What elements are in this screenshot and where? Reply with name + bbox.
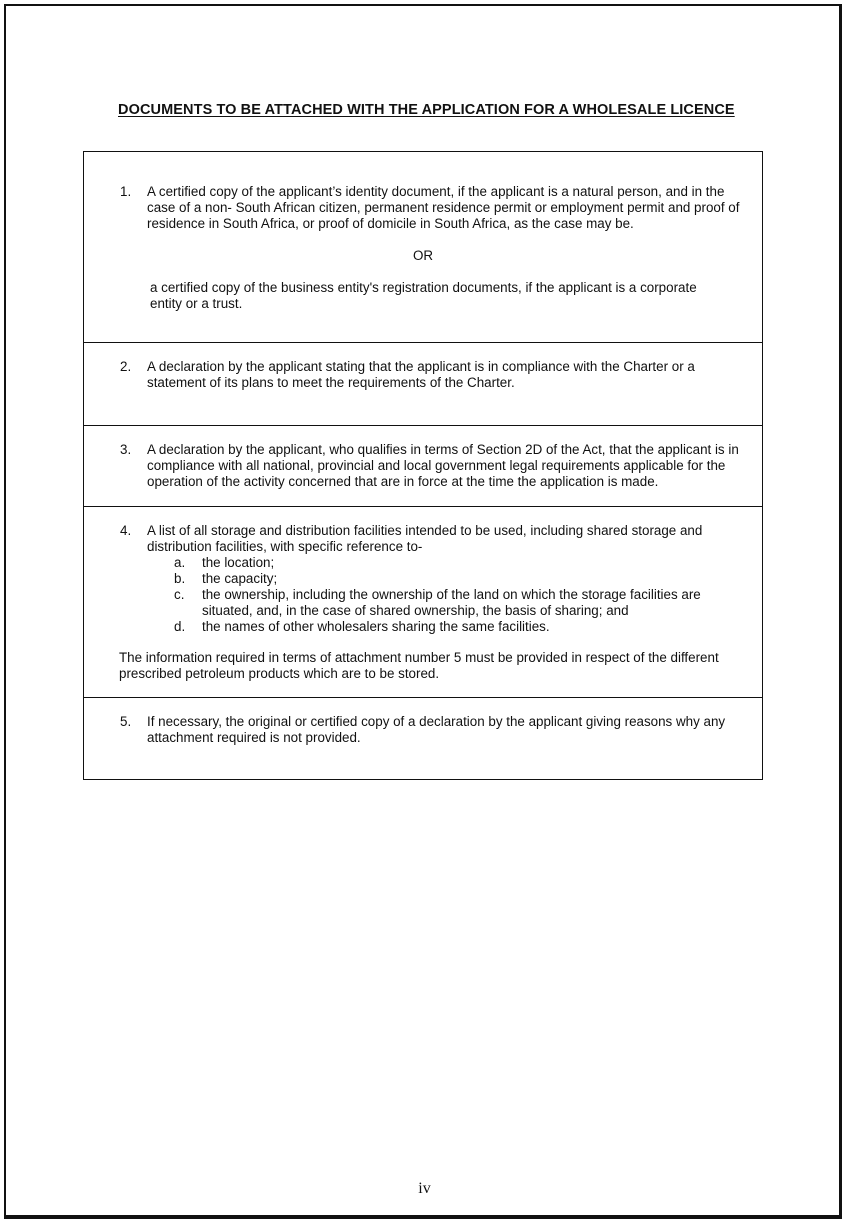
item-number: 5.	[120, 714, 132, 729]
sub-item-letter: c.	[174, 587, 185, 602]
item-alternative-text: a certified copy of the business entity's registration documents, if the applicant is a corporate entity or a trust.	[150, 280, 697, 311]
item-text: A certified copy of the applicant’s identity document, if the applicant is a natural person, and in the case of a non- South African citizen, permanent residence permit or employment permit and proof of residence in South Africa, or proof of domicile in South Africa, as the case may be.	[147, 184, 740, 231]
attachments-table	[83, 151, 763, 780]
sub-item-b	[84, 571, 762, 587]
attachment-row-5	[84, 697, 762, 779]
item-text: If necessary, the original or certified copy of a declaration by the applicant giving reasons why any attachment required is not provided.	[147, 714, 726, 745]
item-note: The information required in terms of attachment number 5 must be provided in respect of the different prescribed petroleum products which are to be stored.	[119, 650, 719, 681]
item-number: 2.	[120, 359, 132, 374]
attachment-row-2	[84, 342, 762, 425]
document-title: DOCUMENTS TO BE ATTACHED WITH THE APPLICATION FOR A WHOLESALE LICENCE	[118, 102, 735, 118]
sub-item-text: the ownership, including the ownership of the land on which the storage facilities are situated, and, in the case of shared ownership, the basis of sharing; and	[202, 587, 701, 618]
sub-item-text: the location;	[202, 555, 275, 570]
or-separator: OR	[412, 248, 434, 263]
attachment-row-1	[84, 152, 762, 342]
sub-item-text: the names of other wholesalers sharing the same facilities.	[202, 619, 550, 634]
sub-item-a	[84, 555, 762, 571]
attachment-row-4	[84, 506, 762, 697]
item-text: A declaration by the applicant stating that the applicant is in compliance with the Charter or a statement of its plans to meet the requirements of the Charter.	[147, 359, 695, 390]
item-text: A list of all storage and distribution facilities intended to be used, including shared storage and distribution facilities, with specific reference to-	[147, 523, 703, 554]
item-text: A declaration by the applicant, who qualifies in terms of Section 2D of the Act, that the applicant is in compliance with all national, provincial and local government legal requirements applicable for the operation of the activity concerned that are in force at the time the application is made.	[147, 442, 739, 489]
item-number: 4.	[120, 523, 132, 538]
attachment-row-3	[84, 425, 762, 506]
sub-item-letter: d.	[174, 619, 186, 634]
sub-item-c	[84, 587, 762, 619]
sub-item-text: the capacity;	[202, 571, 278, 586]
sub-item-letter: a.	[174, 555, 186, 570]
item-number: 1.	[120, 184, 132, 199]
item-number: 3.	[120, 442, 132, 457]
sub-item-d	[84, 619, 762, 635]
page-number: iv	[418, 1180, 431, 1197]
sub-item-letter: b.	[174, 571, 186, 586]
